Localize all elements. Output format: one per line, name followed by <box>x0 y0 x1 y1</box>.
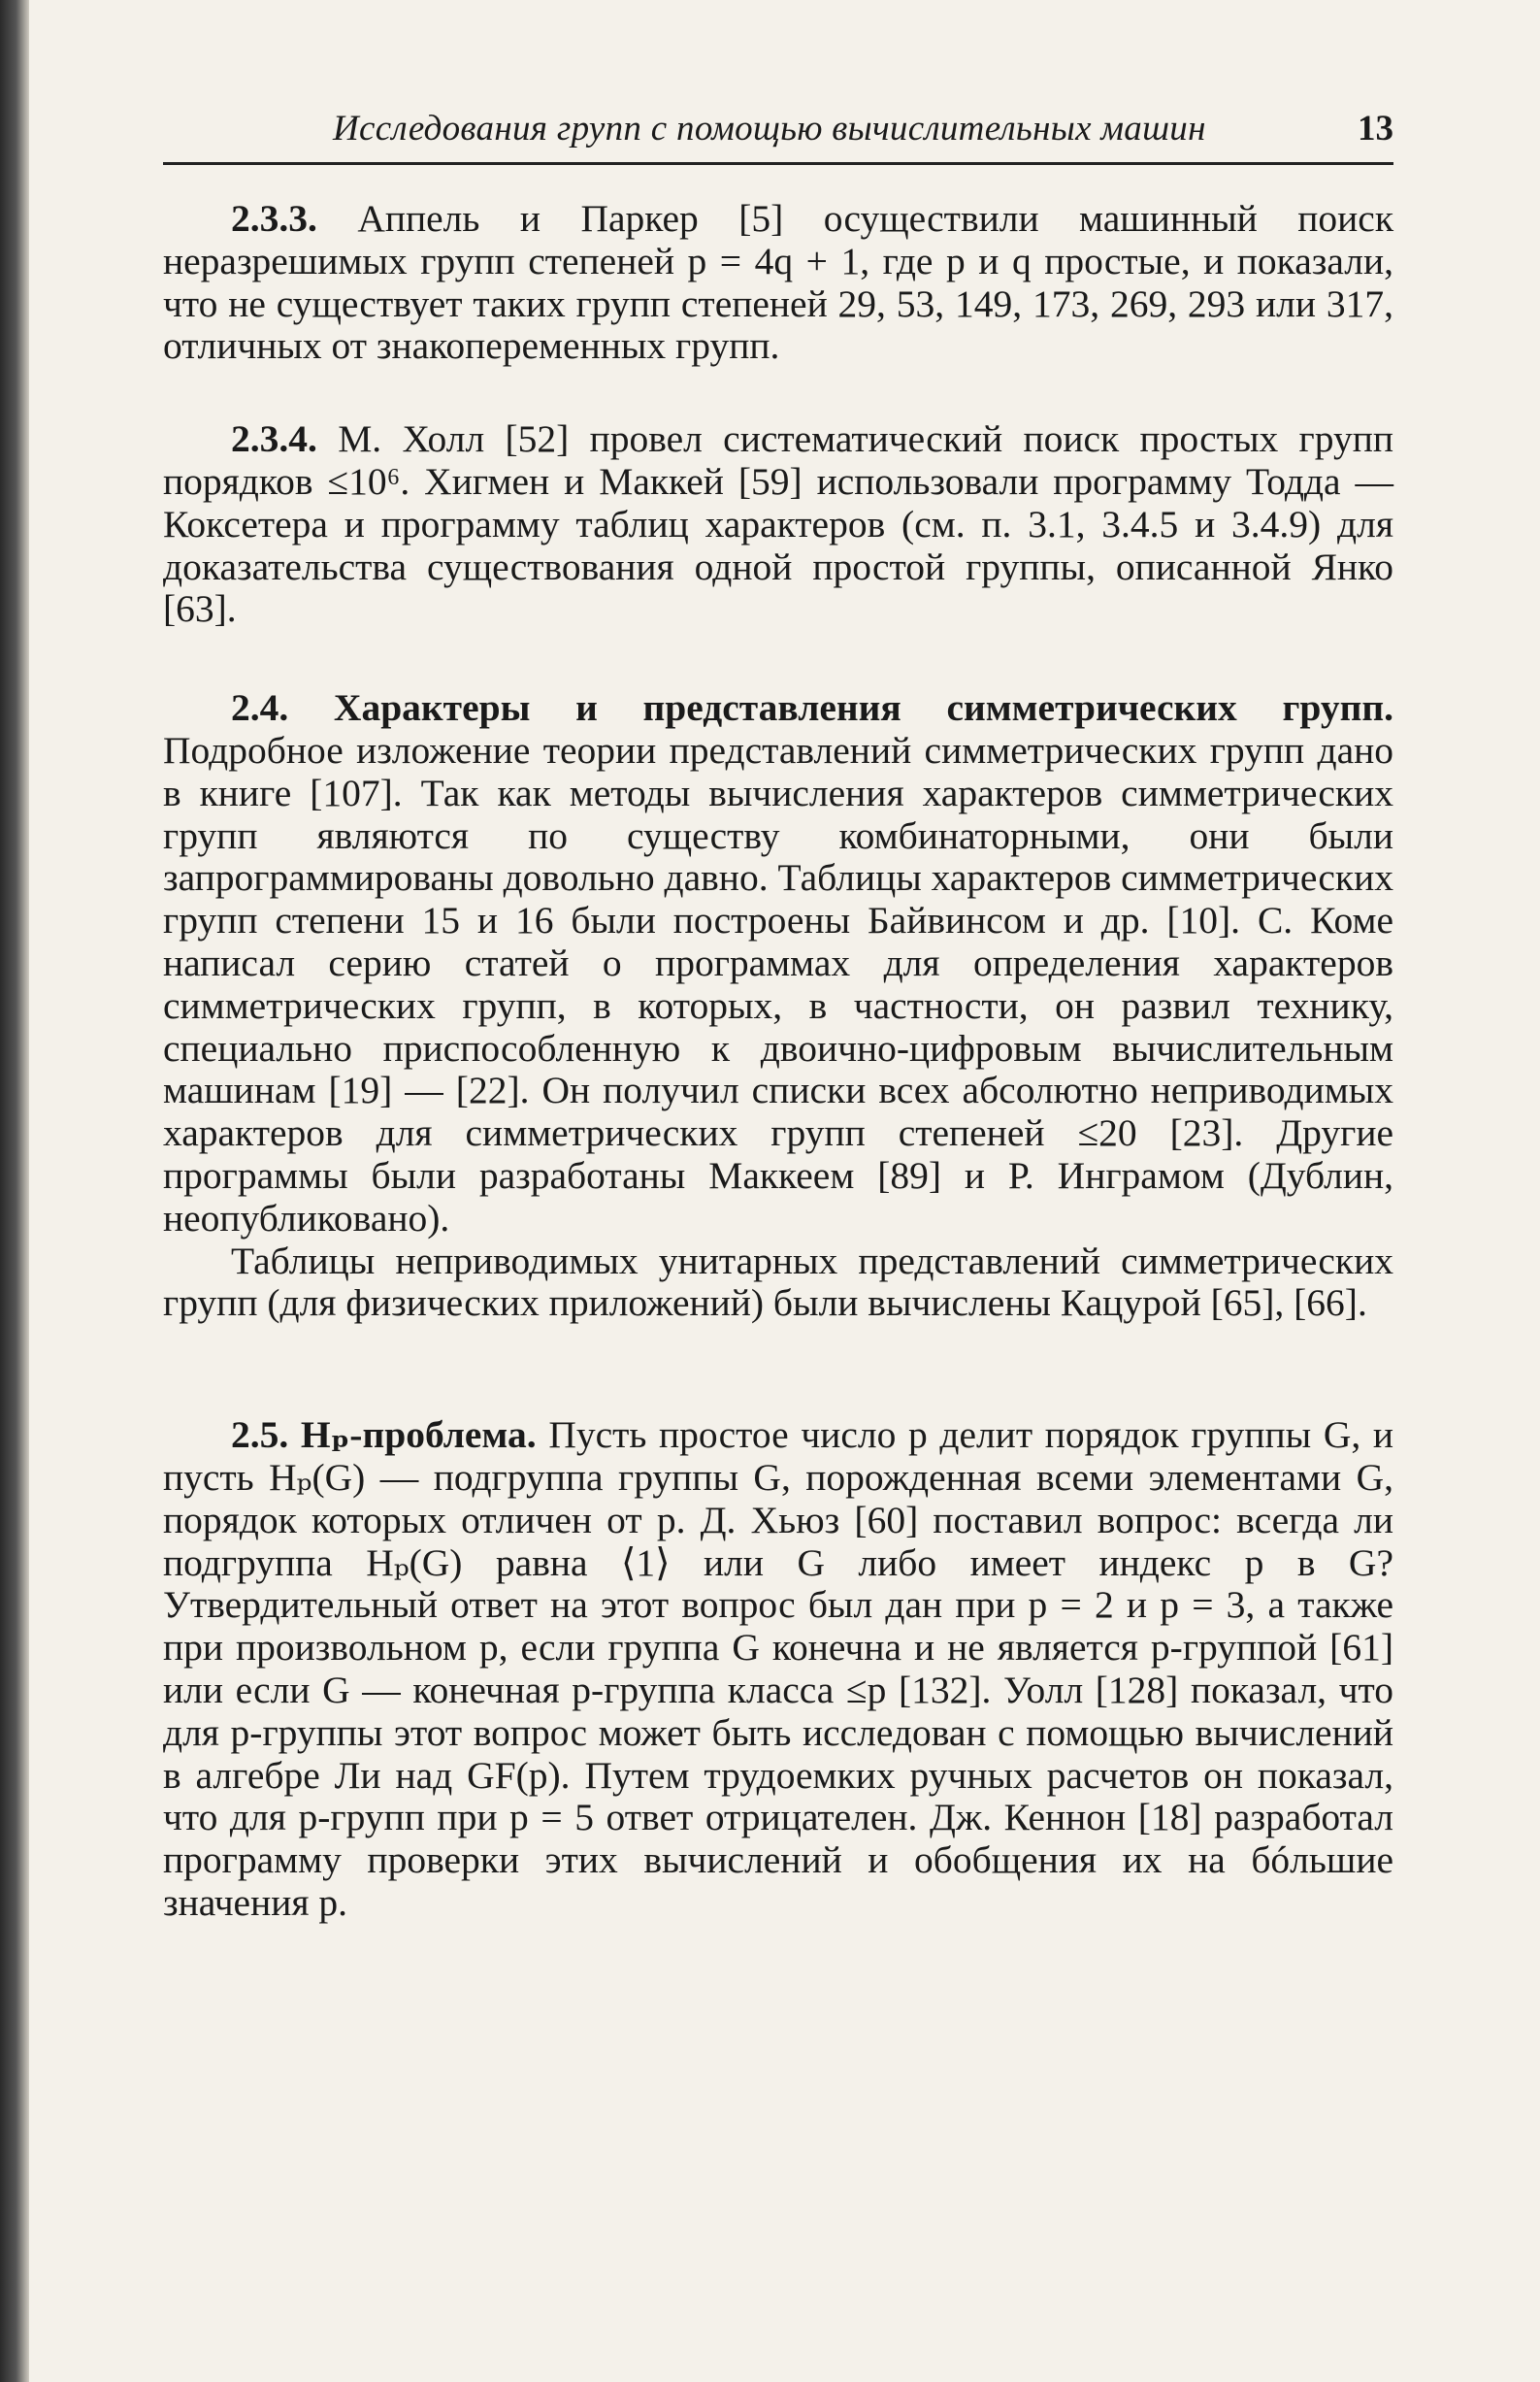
paragraph-text: М. Холл [52] провел систематический поиск простых групп порядков ≤10⁶. Хигмен и Маккей [59] использовали программу Тодда — Коксетера и программу таблиц характеров (см. п. 3.1, 3.4.5 и 3.4.9) для доказательства существования одной простой группы, описанной Янко [63]. <box>163 417 1394 631</box>
page-number: 13 <box>1358 109 1393 149</box>
paragraph-text: Аппель и Паркер [5] осуществили машинный поиск неразрешимых групп степеней p = 4q + 1, где p и q простые, и показали, что не существует таких групп степеней 29, 53, 149, 173, 269, 293 или 317, отличных от знакопеременных групп. <box>163 197 1394 368</box>
section-heading: Hₚ-проблема. <box>300 1413 537 1457</box>
book-page <box>163 102 1393 1925</box>
section-number: 2.4. <box>231 686 289 730</box>
section-number: 2.3.4. <box>231 417 317 461</box>
section-number: 2.3.3. <box>231 197 317 240</box>
page-body <box>163 198 1393 1925</box>
paragraph-text: Таблицы неприводимых унитарных представлений симметрических групп (для физических приложений) были вычислены Кацурой [65], [66]. <box>163 1239 1393 1325</box>
running-title: Исследования групп с помощью вычислительных машин <box>333 109 1206 149</box>
paragraph-2-5 <box>163 1414 1393 1925</box>
paragraph-text: Пусть простое число p делит порядок группы G, и пусть Hₚ(G) — подгруппа группы G, порожденная всеми элементами G, порядок которых отличен от p. Д. Хьюз [60] поставил вопрос: всегда ли подгруппа Hₚ(G) равна ⟨1⟩ или G либо имеет индекс p в G? Утвердительный ответ на этот вопрос был дан при p = 2 и p = 3, а также при произвольном p, если группа G конечна и не является p-группой [61] или если G — конечная p-группа класса ≤p [132]. Уолл [128] показал, что для p-группы этот вопрос может быть исследован с помощью вычислений в алгебре Ли над GF(p). Путем трудоемких ручных расчетов он показал, что для p-групп при p = 5 ответ отрицателен. Дж. Кеннон [18] разработал программу проверки этих вычислений и обобщения их на бóльшие значения p. <box>163 1413 1394 1924</box>
paragraph-2-3-3 <box>163 198 1393 368</box>
paragraph-2-3-4 <box>163 418 1393 631</box>
paragraph-2-4 <box>163 687 1393 1240</box>
section-number: 2.5. <box>231 1413 289 1457</box>
paragraph-text: Подробное изложение теории представлений симметрических групп дано в книге [107]. Так как методы вычисления характеров симметрических групп являются по существу комбинаторными, они были запрограммированы довольно давно. Таблицы характеров симметрических групп степени 15 и 16 были построены Байвинсом и др. [10]. С. Коме написал серию статей о программах для определения характеров симметрических групп, в которых, в частности, он развил технику, специально приспособленную к двоично-цифровым вычислительным машинам [19] — [22]. Он получил списки всех абсолютно неприводимых характеров для симметрических групп степеней ≤20 [23]. Другие программы были разработаны Маккеем [89] и Р. Инграмом (Дублин, неопубликовано). <box>163 728 1393 1240</box>
section-heading: Характеры и представления симметрических групп. <box>333 686 1393 730</box>
paragraph-tables <box>163 1241 1393 1326</box>
page-header <box>163 102 1393 165</box>
book-spine-shadow <box>0 0 29 2382</box>
